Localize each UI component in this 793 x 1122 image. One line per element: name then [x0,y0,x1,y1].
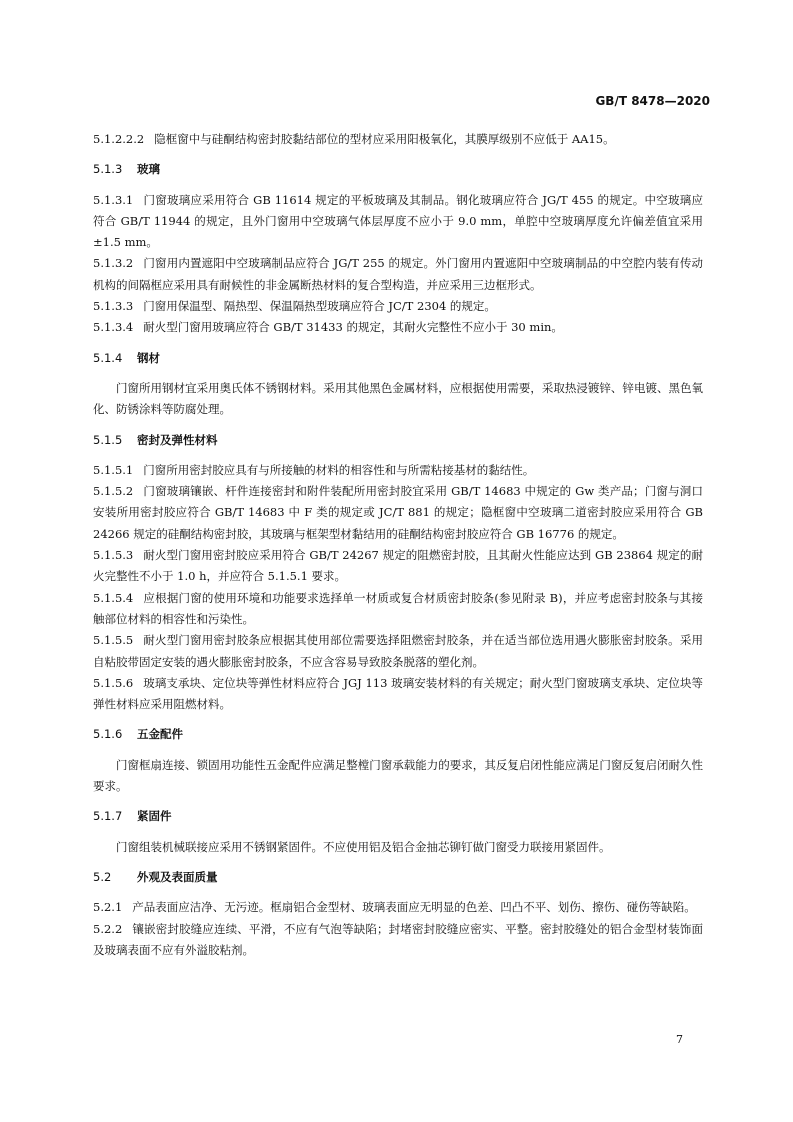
clause-5-2-2: 5.2.2 镶嵌密封胶缝应连续、平滑，不应有气泡等缺陷；封堵密封胶缝应密实、平整。密封胶缝处的铝合金型材装饰面及玻璃表面不应有外溢胶粘剂。 [93,921,703,957]
clause-5-1-3-3: 5.1.3.3 门窗用保温型、隔热型、保温隔热型玻璃应符合 JC/T 2304 的规定。 [93,299,496,314]
section-heading-5-1-6: 5.1.6 五金配件 [93,727,183,742]
section-heading-5-1-3: 5.1.3 玻璃 [93,162,160,177]
clause-5-1-5-1: 5.1.5.1 门窗所用密封胶应具有与所接触的材料的相容性和与所需粘接基材的黏结性。 [93,462,535,477]
standard-code-header: GB/T 8478—2020 [595,94,710,108]
page-body [93,129,703,961]
clause-5-1-5-6: 5.1.5.6 玻璃支承块、定位块等弹性材料应符合 JGJ 113 玻璃安装材料的有关规定；耐火型门窗玻璃支承块、定位块等弹性材料应采用阻燃材料。 [93,675,703,712]
section-heading-5-2: 5.2 外观及表面质量 [93,869,218,884]
section-heading-5-1-4: 5.1.4 钢材 [93,350,160,365]
clause-5-1-5-2: 5.1.5.2 门窗玻璃镶嵌、杆件连接密封和附件装配所用密封胶宜采用 GB/T 14683 中规定的 Gw 类产品；门窗与洞口安装所用密封胶应符合 GB/T 14683 中 F 类的规定或 JC/T 881 的规定；隐框窗中空玻璃二道密封胶应采用符合 GB 24266 规定的硅酮结构密封胶，其玻璃与框架型材黏结用的硅酮结构密封胶应符合 GB 16776 的规定。 [93,484,703,541]
clause-5-1-3-1: 5.1.3.1 门窗玻璃应采用符合 GB 11614 规定的平板玻璃及其制品。钢化玻璃应符合 JG/T 455 的规定。中空玻璃应符合 GB/T 11944 的规定，且外门窗用中空玻璃气体层厚度不应小于 9.0 mm，单腔中空玻璃厚度允许偏差值宜采用±1.5 mm。 [93,192,703,250]
clause-5-1-5-4: 5.1.5.4 应根据门窗的使用环境和功能要求选择单一材质或复合材质密封胶条(参见附录 B)，并应考虑密封胶条与其接触部位材料的相容性和污染性。 [93,590,703,626]
paragraph-fasteners: 门窗组装机械联接应采用不锈钢紧固件。不应使用铝及铝合金抽芯铆钉做门窗受力联接用紧固件。 [116,839,611,854]
page-number: 7 [676,1033,683,1046]
section-heading-5-1-5: 5.1.5 密封及弹性材料 [93,432,218,447]
section-heading-5-1-7: 5.1.7 紧固件 [93,809,172,824]
paragraph-hardware: 门窗框扇连接、锁固用功能性五金配件应满足整樘门窗承载能力的要求，其反复启闭性能应满足门窗反复启闭耐久性要求。 [93,757,703,794]
clause-5-1-3-2: 5.1.3.2 门窗用内置遮阳中空玻璃制品应符合 JG/T 255 的规定。外门窗用内置遮阳中空玻璃制品的中空腔内装有传动机构的间隔框应采用具有耐候性的非金属断热材料的复合型构造，并应采用三边框形式。 [93,256,703,292]
paragraph-steel: 门窗所用钢材宜采用奥氏体不锈钢材料。采用其他黑色金属材料，应根据使用需要，采取热浸镀锌、锌电镀、黑色氧化、防锈涂料等防腐处理。 [93,380,703,417]
clause-5-1-5-5: 5.1.5.5 耐火型门窗用密封胶条应根据其使用部位需要选择阻燃密封胶条，并在适当部位选用遇火膨胀密封胶条。采用自粘胶带固定安装的遇火膨胀密封胶条，不应含容易导致胶条脱落的塑化剂。 [93,633,703,669]
clause-5-1-3-4: 5.1.3.4 耐火型门窗用玻璃应符合 GB/T 31433 的规定，其耐火完整性不应小于 30 min。 [93,320,563,335]
clause-5-1-5-3: 5.1.5.3 耐火型门窗用密封胶应采用符合 GB/T 24267 规定的阻燃密封胶，且其耐火性能应达到 GB 23864 规定的耐火完整性不小于 1.0 h，并应符合 5.1.5.1 要求。 [93,548,703,584]
clause-5-1-2-2-2: 5.1.2.2.2 隐框窗中与硅酮结构密封胶黏结部位的型材应采用阳极氧化，其膜厚级别不应低于 AA15。 [93,132,615,146]
clause-5-2-1: 5.2.1 产品表面应洁净、无污迹。框扇铝合金型材、玻璃表面应无明显的色差、凹凸不平、划伤、擦伤、碰伤等缺陷。 [93,900,696,915]
